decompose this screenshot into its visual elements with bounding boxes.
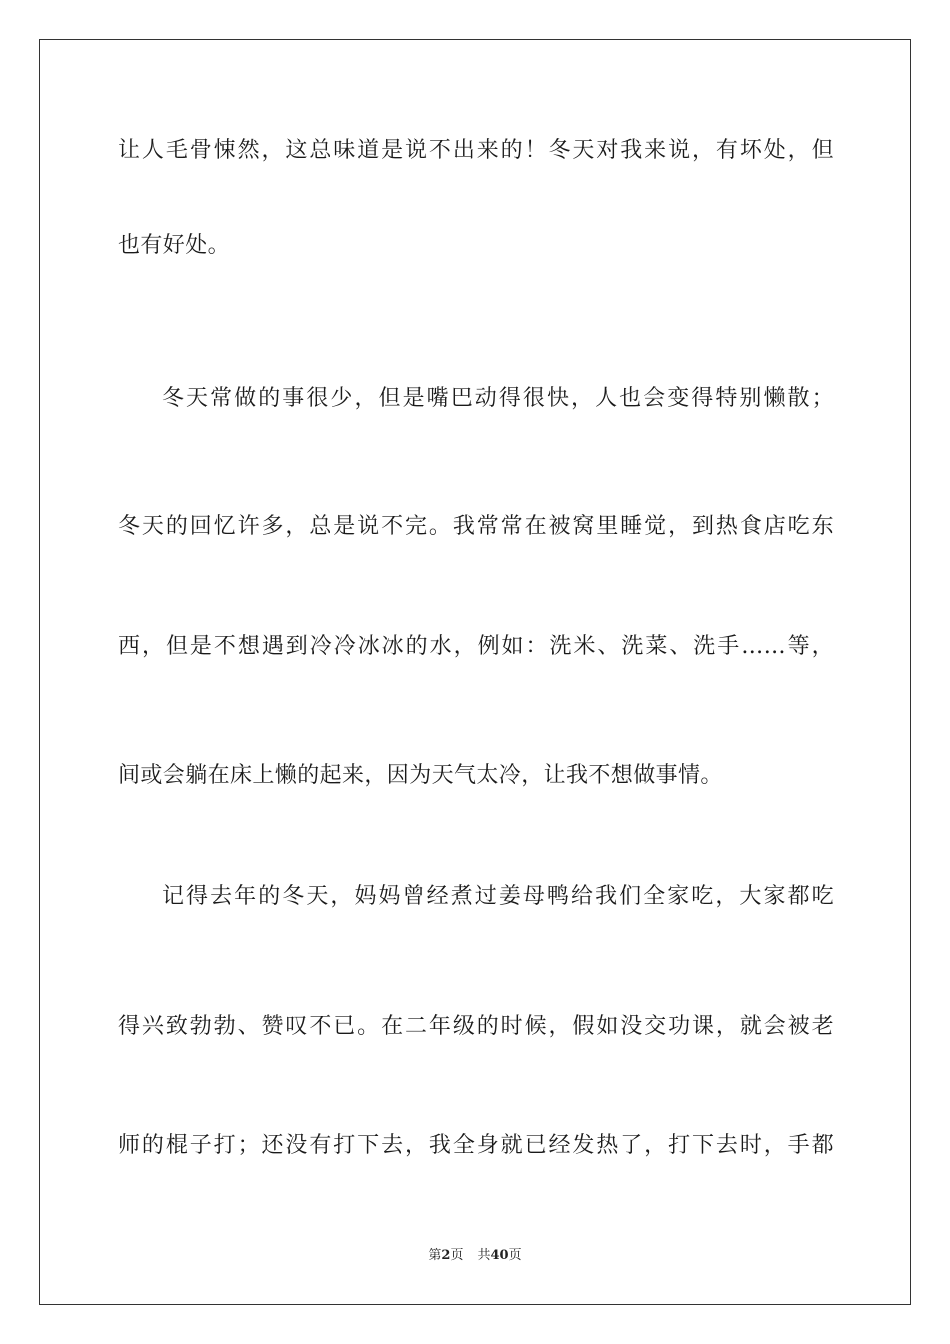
text-line-7: 记得去年的冬天，妈妈曾经煮过姜母鸭给我们全家吃，大家都吃 bbox=[162, 884, 834, 909]
page-number: 2 bbox=[441, 1248, 451, 1263]
text-line-6: 间或会躺在床上懒的起来，因为天气太冷，让我不想做事情。 bbox=[118, 763, 723, 788]
text-line-5: 西，但是不想遇到冷冷冰冰的水，例如：洗米、洗菜、洗手……等， bbox=[118, 634, 834, 659]
text-line-1: 让人毛骨悚然，这总味道是说不出来的！冬天对我来说，有坏处，但 bbox=[118, 138, 834, 163]
page-prefix: 第 bbox=[428, 1248, 442, 1263]
text-line-4: 冬天的回忆许多，总是说不完。我常常在被窝里睡觉，到热食店吃东 bbox=[118, 514, 834, 539]
page-suffix: 页 bbox=[450, 1248, 464, 1263]
total-prefix: 共 bbox=[477, 1248, 491, 1263]
page-frame bbox=[39, 39, 911, 1305]
text-line-8: 得兴致勃勃、赞叹不已。在二年级的时候，假如没交功课，就会被老 bbox=[118, 1014, 834, 1039]
text-line-3: 冬天常做的事很少，但是嘴巴动得很快，人也会变得特别懒散； bbox=[162, 386, 834, 411]
page-footer bbox=[0, 1247, 950, 1265]
text-line-9: 师的棍子打；还没有打下去，我全身就已经发热了，打下去时，手都 bbox=[118, 1133, 834, 1158]
text-line-2: 也有好处。 bbox=[118, 233, 231, 258]
total-suffix: 页 bbox=[508, 1248, 522, 1263]
total-pages: 40 bbox=[490, 1248, 509, 1263]
